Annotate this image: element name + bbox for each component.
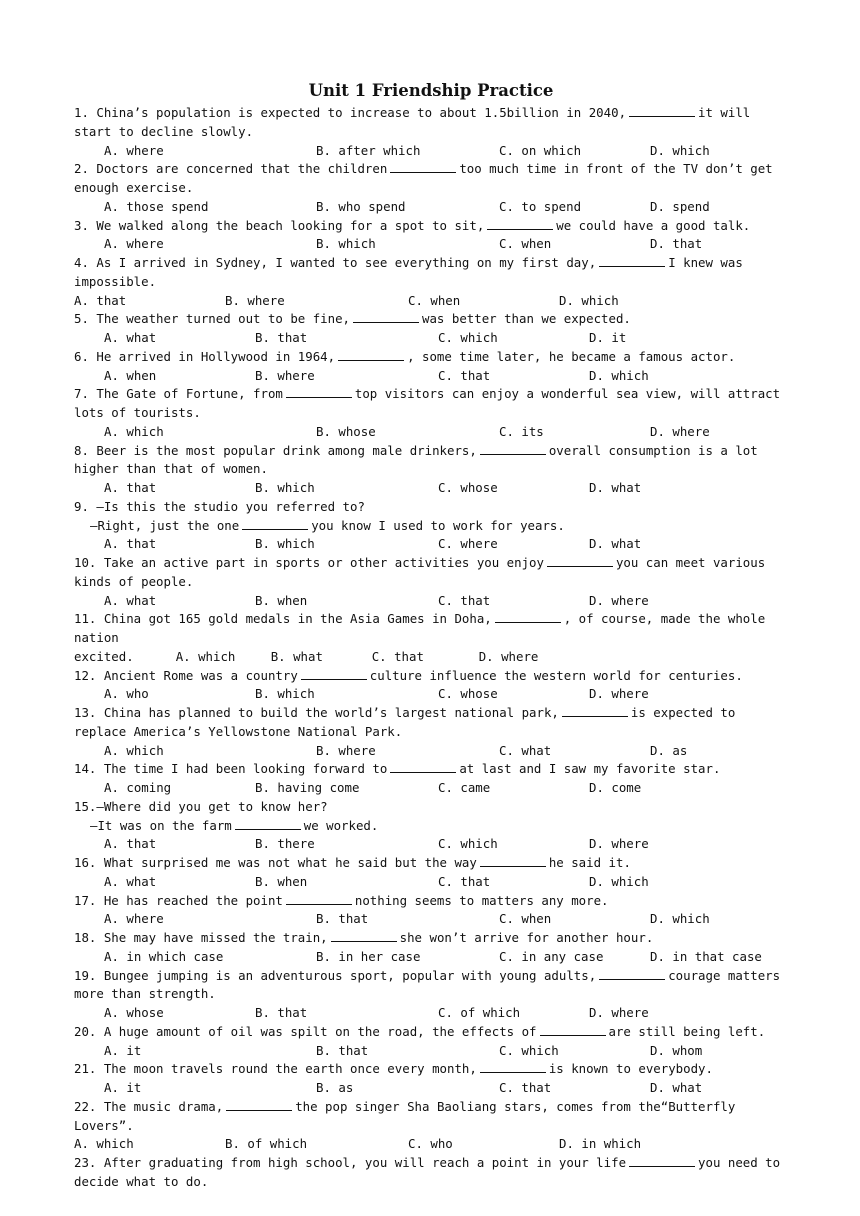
- question-text-end: excited.: [74, 648, 134, 664]
- answer-blank: [286, 893, 352, 905]
- option-b: B. as: [316, 1080, 354, 1095]
- option-d: D. where: [650, 423, 710, 439]
- option-c: C. where: [438, 536, 498, 552]
- option-b: B. where: [225, 292, 285, 308]
- option-c: C. its: [499, 423, 544, 439]
- question-2: [74, 160, 788, 198]
- answer-blank: [599, 968, 665, 980]
- option-c: C. which: [438, 836, 498, 852]
- option-b: B. that: [316, 911, 369, 927]
- options-1: [74, 142, 788, 161]
- worksheet: [74, 78, 788, 1192]
- question-3: [74, 217, 788, 236]
- question-text-after-blank: culture influence the western world for centuries.: [369, 667, 743, 683]
- options-5: [74, 329, 788, 348]
- option-c: C. who: [408, 1136, 453, 1152]
- option-a: A. that: [104, 480, 157, 495]
- option-a: A. which: [104, 742, 164, 758]
- option-a: A. what: [104, 873, 157, 889]
- question-text: 19. Bungee jumping is an adventurous sport, popular with young adults,: [74, 967, 597, 983]
- options-19: [74, 1004, 788, 1023]
- option-b: B. that: [255, 330, 308, 345]
- question-text: 8. Beer is the most popular drink among male drinkers,: [74, 442, 477, 458]
- option-c: C. whose: [438, 480, 498, 495]
- option-c: C. that: [438, 592, 491, 608]
- question-22: [74, 1098, 788, 1136]
- question-text-after-blank: the pop singer Sha Baoliang stars, comes from the“Butterfly Lovers”.: [74, 1098, 736, 1133]
- options-8: [74, 479, 788, 498]
- option-c: C. in any case: [499, 948, 604, 964]
- question-17: [74, 892, 788, 911]
- options-21: [74, 1079, 788, 1098]
- options-22: [74, 1135, 788, 1154]
- question-text: 10. Take an active part in sports or other activities you enjoy: [74, 555, 544, 570]
- option-b: B. who spend: [316, 198, 406, 214]
- question-text-after-blank: you need to decide what to do.: [74, 1155, 781, 1189]
- option-d: D. in which: [559, 1136, 642, 1152]
- options-15: [74, 835, 788, 854]
- question-text-after-blank: I knew was impossible.: [74, 255, 743, 289]
- option-c: C. whose: [438, 686, 498, 702]
- option-c: C. that: [499, 1080, 552, 1095]
- options-18: [74, 948, 788, 967]
- reply-text: —Right, just the one: [90, 517, 240, 533]
- question-text-after-blank: she won’t arrive for another hour.: [399, 930, 654, 945]
- question-9: [74, 498, 788, 517]
- question-text-after-blank: you can meet various kinds of people.: [74, 555, 766, 589]
- option-a: A. whose: [104, 1005, 164, 1020]
- question-18: [74, 929, 788, 948]
- option-b: B. when: [255, 592, 308, 608]
- option-a: A. those spend: [104, 198, 209, 214]
- reply-text: —It was on the farm: [90, 817, 232, 833]
- option-b: B. there: [255, 836, 315, 852]
- option-b: B. what: [270, 648, 323, 664]
- question-text: 11. China got 165 gold medals in the Asia Games in Doha,: [74, 611, 492, 627]
- question-7: [74, 385, 788, 423]
- option-b: B. that: [316, 1042, 369, 1058]
- question-6: [74, 348, 788, 367]
- options-4: [74, 292, 788, 311]
- question-10: [74, 554, 788, 592]
- question-text: 22. The music drama,: [74, 1098, 224, 1114]
- question-4: [74, 254, 788, 292]
- question-21: [74, 1060, 788, 1079]
- options-9: [74, 535, 788, 554]
- answer-blank: [390, 761, 456, 773]
- question-text-after-blank: overall consumption is a lot higher than that of women.: [74, 442, 758, 477]
- question-text-after-blank: top visitors can enjoy a wonderful sea view, will attract lots of tourists.: [74, 386, 781, 420]
- options-2: [74, 198, 788, 217]
- option-a: A. which: [175, 648, 236, 664]
- option-d: D. where: [589, 686, 649, 702]
- option-b: B. when: [255, 873, 308, 889]
- question-15: [74, 798, 788, 817]
- option-a: A. where: [104, 911, 164, 927]
- options-11: [74, 648, 788, 667]
- option-c: C. when: [408, 292, 461, 308]
- question-text: 20. A huge amount of oil was spilt on the road, the effects of: [74, 1023, 537, 1039]
- options-16: [74, 873, 788, 892]
- answer-blank: [338, 349, 404, 361]
- option-a: A. who: [104, 686, 149, 702]
- option-c: C. when: [499, 911, 552, 927]
- question-text: 2. Doctors are concerned that the children: [74, 161, 388, 177]
- option-d: D. where: [589, 1005, 649, 1020]
- question-text: 21. The moon travels round the earth once every month,: [74, 1061, 477, 1077]
- option-d: D. which: [650, 911, 710, 927]
- question-text: 18. She may have missed the train,: [74, 930, 328, 945]
- question-14: [74, 760, 788, 779]
- option-c: C. what: [499, 742, 552, 758]
- answer-blank: [547, 555, 613, 567]
- answer-blank: [487, 218, 553, 230]
- option-d: D. which: [589, 873, 649, 889]
- question-12: [74, 667, 788, 686]
- question-text: 4. As I arrived in Sydney, I wanted to see everything on my first day,: [74, 255, 597, 270]
- answer-blank: [242, 518, 308, 530]
- answer-blank: [495, 611, 561, 623]
- option-d: D. come: [589, 780, 642, 795]
- answer-blank: [562, 705, 628, 717]
- option-d: D. which: [650, 142, 710, 158]
- option-b: B. of which: [225, 1136, 308, 1152]
- option-d: D. as: [650, 742, 688, 758]
- options-6: [74, 367, 788, 386]
- question-list: [74, 104, 788, 1192]
- answer-blank: [286, 386, 352, 398]
- answer-blank: [599, 255, 665, 267]
- question-19: [74, 967, 788, 1005]
- question-5: [74, 310, 788, 329]
- question-13: [74, 704, 788, 742]
- question-text-after-blank: nothing seems to matters any more.: [354, 892, 609, 908]
- option-a: A. in which case: [104, 948, 224, 964]
- option-a: A. it: [104, 1080, 142, 1095]
- option-c: C. came: [438, 780, 491, 795]
- reply-text-after-blank: we worked.: [303, 817, 379, 833]
- answer-blank: [226, 1099, 292, 1111]
- question-text-after-blank: too much time in front of the TV don’t get enough exercise.: [74, 161, 773, 195]
- question-text-after-blank: is expected to replace America’s Yellowstone National Park.: [74, 705, 736, 739]
- option-b: B. after which: [316, 142, 421, 158]
- question-text: 5. The weather turned out to be fine,: [74, 311, 351, 327]
- options-20: [74, 1042, 788, 1061]
- option-d: D. it: [589, 330, 627, 345]
- question-text-after-blank: was better than we expected.: [422, 311, 631, 327]
- option-a: A. where: [104, 142, 164, 158]
- answer-blank: [480, 855, 546, 867]
- question-20: [74, 1023, 788, 1042]
- question-text: 12. Ancient Rome was a country: [74, 667, 298, 683]
- answer-blank: [629, 1155, 695, 1167]
- option-a: A. where: [104, 236, 164, 252]
- option-a: A. which: [74, 1136, 134, 1152]
- option-a: A. it: [104, 1042, 142, 1058]
- answer-blank: [331, 930, 397, 942]
- option-d: D. which: [589, 367, 649, 383]
- question-text: 23. After graduating from high school, you will reach a point in your life: [74, 1155, 627, 1170]
- option-d: D. what: [650, 1080, 703, 1095]
- question-9-reply: [74, 517, 788, 536]
- question-text-after-blank: at last and I saw my favorite star.: [459, 761, 721, 777]
- option-c: C. that: [438, 367, 491, 383]
- answer-blank: [480, 1061, 546, 1073]
- option-a: A. that: [104, 836, 157, 852]
- question-text: 9. —Is this the studio you referred to?: [74, 498, 365, 514]
- question-text: 14. The time I had been looking forward to: [74, 761, 388, 777]
- question-16: [74, 854, 788, 873]
- option-d: D. what: [589, 480, 642, 495]
- option-c: C. which: [499, 1042, 559, 1058]
- question-text: 13. China has planned to build the world’s largest national park,: [74, 705, 559, 720]
- option-b: B. which: [255, 480, 315, 495]
- options-14: [74, 779, 788, 798]
- option-b: B. that: [255, 1005, 308, 1020]
- question-text-after-blank: he said it.: [548, 855, 631, 870]
- question-text-after-blank: are still being left.: [608, 1023, 766, 1039]
- option-d: D. what: [589, 536, 642, 552]
- question-text: 1. China’s population is expected to increase to about 1.5billion in 2040,: [74, 105, 627, 120]
- answer-blank: [301, 668, 367, 680]
- option-a: A. which: [104, 423, 164, 439]
- options-13: [74, 742, 788, 761]
- question-text: 15.—Where did you get to know her?: [74, 798, 328, 814]
- option-b: B. which: [255, 686, 315, 702]
- page-title: Unit 1 Friendship Practice: [308, 81, 554, 100]
- option-b: B. which: [316, 236, 376, 252]
- option-d: D. where: [478, 648, 539, 664]
- question-text-after-blank: courage matters more than strength.: [74, 967, 781, 1002]
- option-b: B. which: [255, 536, 315, 552]
- answer-blank: [390, 161, 456, 173]
- option-c: C. that: [371, 648, 424, 664]
- option-a: A. when: [104, 367, 157, 383]
- reply-text-after-blank: you know I used to work for years.: [311, 517, 565, 533]
- answer-blank: [235, 818, 301, 830]
- options-17: [74, 910, 788, 929]
- question-text: 7. The Gate of Fortune, from: [74, 386, 283, 402]
- option-b: B. in her case: [316, 948, 421, 964]
- option-d: D. in that case: [650, 948, 762, 964]
- question-text: 3. We walked along the beach looking for a spot to sit,: [74, 217, 485, 233]
- question-1: [74, 104, 788, 142]
- answer-blank: [540, 1024, 606, 1036]
- option-c: C. to spend: [499, 198, 582, 214]
- question-11: [74, 610, 788, 648]
- question-text: 6. He arrived in Hollywood in 1964,: [74, 348, 336, 364]
- question-23: [74, 1154, 788, 1192]
- option-d: D. which: [559, 292, 619, 308]
- option-d: D. where: [589, 836, 649, 852]
- option-b: B. having come: [255, 780, 360, 795]
- answer-blank: [480, 443, 546, 455]
- option-c: C. which: [438, 330, 498, 345]
- option-a: A. that: [74, 292, 127, 308]
- option-c: C. of which: [438, 1005, 521, 1020]
- options-12: [74, 685, 788, 704]
- option-c: C. on which: [499, 142, 582, 158]
- options-3: [74, 235, 788, 254]
- question-text: 16. What surprised me was not what he said but the way: [74, 855, 477, 870]
- question-text-after-blank: it will start to decline slowly.: [74, 105, 751, 139]
- option-d: D. whom: [650, 1042, 703, 1058]
- option-c: C. that: [438, 873, 491, 889]
- question-8: [74, 442, 788, 480]
- question-text-after-blank: is known to everybody.: [548, 1061, 713, 1077]
- option-a: A. what: [104, 592, 157, 608]
- option-a: A. what: [104, 330, 157, 345]
- options-10: [74, 592, 788, 611]
- question-text-after-blank: we could have a good talk.: [556, 217, 751, 233]
- question-15-reply: [74, 817, 788, 836]
- option-b: B. whose: [316, 423, 376, 439]
- question-text-after-blank: , of course, made the whole nation: [74, 611, 766, 645]
- option-b: B. where: [316, 742, 376, 758]
- question-text-after-blank: , some time later, he became a famous actor.: [407, 348, 736, 364]
- answer-blank: [629, 105, 695, 117]
- question-text: 17. He has reached the point: [74, 892, 283, 908]
- answer-blank: [353, 311, 419, 323]
- option-a: A. that: [104, 536, 157, 552]
- option-a: A. coming: [104, 780, 172, 795]
- options-7: [74, 423, 788, 442]
- option-d: D. where: [589, 592, 649, 608]
- option-d: D. that: [650, 236, 703, 252]
- option-c: C. when: [499, 236, 552, 252]
- option-d: D. spend: [650, 198, 710, 214]
- option-b: B. where: [255, 367, 315, 383]
